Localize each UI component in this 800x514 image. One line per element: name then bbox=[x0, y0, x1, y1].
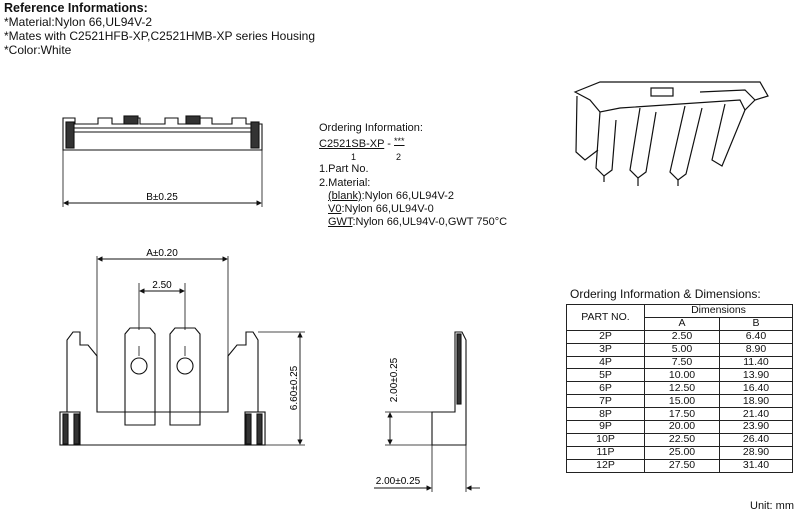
cell-b: 13.90 bbox=[720, 369, 793, 382]
cell-part: 8P bbox=[567, 408, 645, 421]
dim-side-height-label: 2.00±0.25 bbox=[389, 357, 400, 403]
cell-b: 11.40 bbox=[720, 356, 793, 369]
index-1: 1 bbox=[351, 152, 357, 163]
cell-a: 15.00 bbox=[645, 395, 720, 408]
table-row bbox=[567, 446, 793, 459]
material-desc: :Nylon 66,UL94V-0 bbox=[341, 203, 434, 216]
unit-label: Unit: mm bbox=[750, 500, 794, 512]
dim-height-label: 6.60±0.25 bbox=[289, 365, 300, 411]
table-body bbox=[567, 330, 793, 472]
ordering-title: Ordering Information: bbox=[319, 122, 423, 134]
cell-part: 3P bbox=[567, 343, 645, 356]
cell-b: 18.90 bbox=[720, 395, 793, 408]
col-b-header: B bbox=[720, 317, 793, 330]
part-dash: - bbox=[384, 138, 395, 151]
table-row bbox=[567, 395, 793, 408]
material-code: V0 bbox=[328, 203, 342, 216]
col-dims-header: Dimensions bbox=[645, 305, 793, 318]
table-row bbox=[567, 433, 793, 446]
material-desc: :Nylon 66,UL94V-2 bbox=[361, 189, 454, 202]
cell-b: 8.90 bbox=[720, 343, 793, 356]
cell-a: 7.50 bbox=[645, 356, 720, 369]
cell-b: 23.90 bbox=[720, 421, 793, 434]
table-row bbox=[567, 421, 793, 434]
cell-a: 17.50 bbox=[645, 408, 720, 421]
material-code: GWT bbox=[328, 216, 353, 229]
reference-material: *Material:Nylon 66,UL94V-2 bbox=[4, 15, 153, 29]
table-row bbox=[567, 343, 793, 356]
dim-pitch-label: 2.50 bbox=[152, 280, 172, 291]
part-code: C2521SB-XP bbox=[319, 138, 385, 151]
dim-side-width-label: 2.00±0.25 bbox=[375, 476, 421, 487]
cell-part: 12P bbox=[567, 459, 645, 472]
cell-part: 11P bbox=[567, 446, 645, 459]
cell-a: 12.50 bbox=[645, 382, 720, 395]
cell-b: 21.40 bbox=[720, 408, 793, 421]
cell-part: 2P bbox=[567, 330, 645, 343]
cell-a: 20.00 bbox=[645, 421, 720, 434]
table-row bbox=[567, 369, 793, 382]
reference-color: *Color:White bbox=[4, 43, 72, 57]
cell-part: 10P bbox=[567, 433, 645, 446]
cell-a: 22.50 bbox=[645, 433, 720, 446]
part-suffix: *** bbox=[394, 136, 405, 147]
cell-part: 9P bbox=[567, 421, 645, 434]
cell-a: 27.50 bbox=[645, 459, 720, 472]
material-desc: :Nylon 66,UL94V-0,GWT 750°C bbox=[352, 216, 508, 229]
table-row bbox=[567, 356, 793, 369]
ordering-item2: 2.Material: bbox=[319, 176, 371, 189]
cell-a: 25.00 bbox=[645, 446, 720, 459]
cell-b: 6.40 bbox=[720, 330, 793, 343]
cell-a: 5.00 bbox=[645, 343, 720, 356]
cell-part: 4P bbox=[567, 356, 645, 369]
cell-a: 2.50 bbox=[645, 330, 720, 343]
side-view bbox=[374, 332, 480, 492]
cell-b: 28.90 bbox=[720, 446, 793, 459]
cell-part: 7P bbox=[567, 395, 645, 408]
ordering-item1: 1.Part No. bbox=[319, 163, 369, 176]
table-row bbox=[567, 382, 793, 395]
table-row bbox=[567, 459, 793, 472]
index-2: 2 bbox=[396, 152, 402, 163]
reference-mates: *Mates with C2521HFB-XP,C2521HMB-XP series Housing bbox=[4, 29, 316, 43]
front-view bbox=[60, 256, 305, 445]
cell-a: 10.00 bbox=[645, 369, 720, 382]
table-row bbox=[567, 408, 793, 421]
cell-part: 6P bbox=[567, 382, 645, 395]
table-title: Ordering Information & Dimensions: bbox=[570, 287, 761, 301]
col-part-header: PART NO. bbox=[567, 305, 645, 331]
isometric-view bbox=[575, 82, 768, 186]
cell-b: 16.40 bbox=[720, 382, 793, 395]
material-code: (blank) bbox=[328, 189, 362, 202]
cell-b: 26.40 bbox=[720, 433, 793, 446]
dimensions-table bbox=[566, 304, 793, 473]
cell-b: 31.40 bbox=[720, 459, 793, 472]
dim-b-label: B±0.25 bbox=[146, 192, 178, 203]
table-header-row bbox=[567, 305, 793, 318]
dim-a-label: A±0.20 bbox=[146, 248, 178, 259]
cell-part: 5P bbox=[567, 369, 645, 382]
reference-title: Reference Informations: bbox=[4, 1, 148, 15]
table-row bbox=[567, 330, 793, 343]
col-a-header: A bbox=[645, 317, 720, 330]
